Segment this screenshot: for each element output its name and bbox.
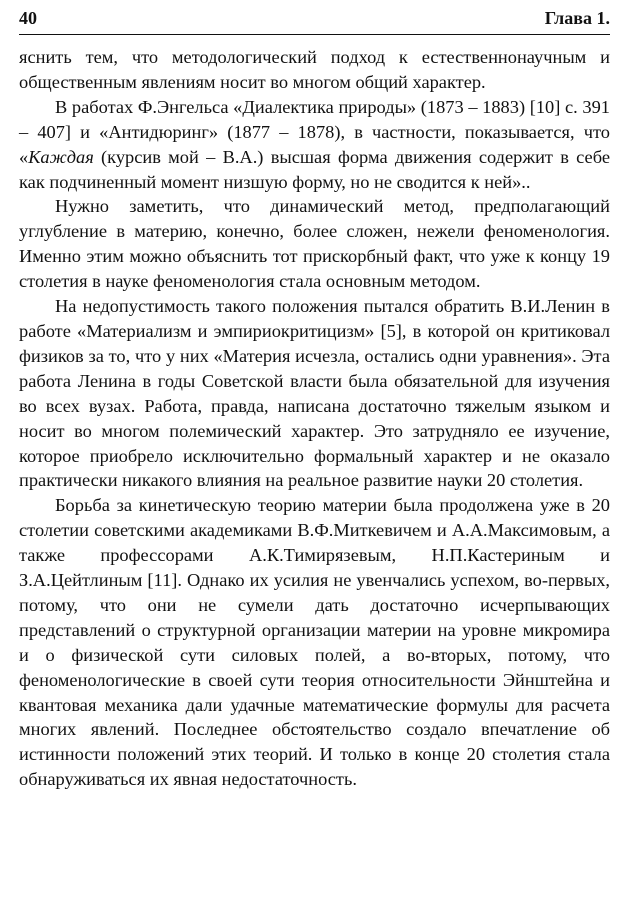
italic-emphasis: Каждая xyxy=(28,146,94,167)
text-segment: Борьба за кинетическую теорию материи была продолжена уже в 20 столетии советскими академиками В.Ф.Миткевичем и А.А.Максимовым, а также профессорами А.К.Тимирязевым, Н.П.Кастериным и З.А.Цейтлиным [11]. Однако их усилия не увенчались успехом, во-первых, потому, что они не сумели дать достаточно исчерпывающих представлений о структурной организации материи на уровне микромира и о физической сути силовых полей, а во-вторых, потому, что феноменологические в своей сути теория относительности Эйнштейна и квантовая механика дали удачные математические формулы для расчета многих явлений. Последнее обстоятельство создало впечатление об истинности положений этих теорий. И только в конце 20 столетия стала обнаруживаться их явная недостаточность. xyxy=(19,495,610,790)
text-segment: Нужно заметить, что динамический метод, предполагающий углубление в материю, конечно, более сложен, нежели феноменология. Именно этим можно объяснить тот прискорбный факт, что уже к концу 19 столетия в науке феноменология стала основным методом. xyxy=(19,196,610,292)
text-segment: На недопустимость такого положения пытался обратить В.И.Ленин в работе «Материализм и эмпириокритицизм» [5], в которой он критиковал физиков за то, что у них «Материя исчезла, остались одни уравнения». Эта работа Ленина в годы Советской власти была обязательной для изучения во всех вузах. Работа, правда, написана достаточно тяжелым языком и носит во многом полемический характер. Это затрудняло ее изучение, которое приобрело исключительно формальный характер и не оказало практически никакого влияния на реальное развитие науки 20 столетия. xyxy=(19,296,610,491)
paragraph xyxy=(19,95,610,195)
page-number: 40 xyxy=(19,8,37,28)
chapter-title: Глава 1. xyxy=(544,8,610,28)
text-segment: яснить тем, что методологический подход к естественнонаучным и общественным явлениям носит во многом общий характер. xyxy=(19,47,610,92)
text-segment: (курсив мой – В.А.) высшая форма движения содержит в себе как подчиненный момент низшую форму, но не сводится к ней».. xyxy=(19,146,610,192)
book-page xyxy=(19,6,610,792)
page-body xyxy=(19,45,610,792)
page-header xyxy=(19,6,610,35)
paragraph xyxy=(19,493,610,792)
paragraph xyxy=(19,45,610,95)
paragraph xyxy=(19,194,610,294)
paragraph xyxy=(19,294,610,493)
text-segment: В работах Ф.Энгельса «Диалектика природы» (1873 – 1883) [10] с. 391 – 407] и «Антидюринг» (1877 – 1878), в частности, показывается, что « xyxy=(19,96,610,167)
